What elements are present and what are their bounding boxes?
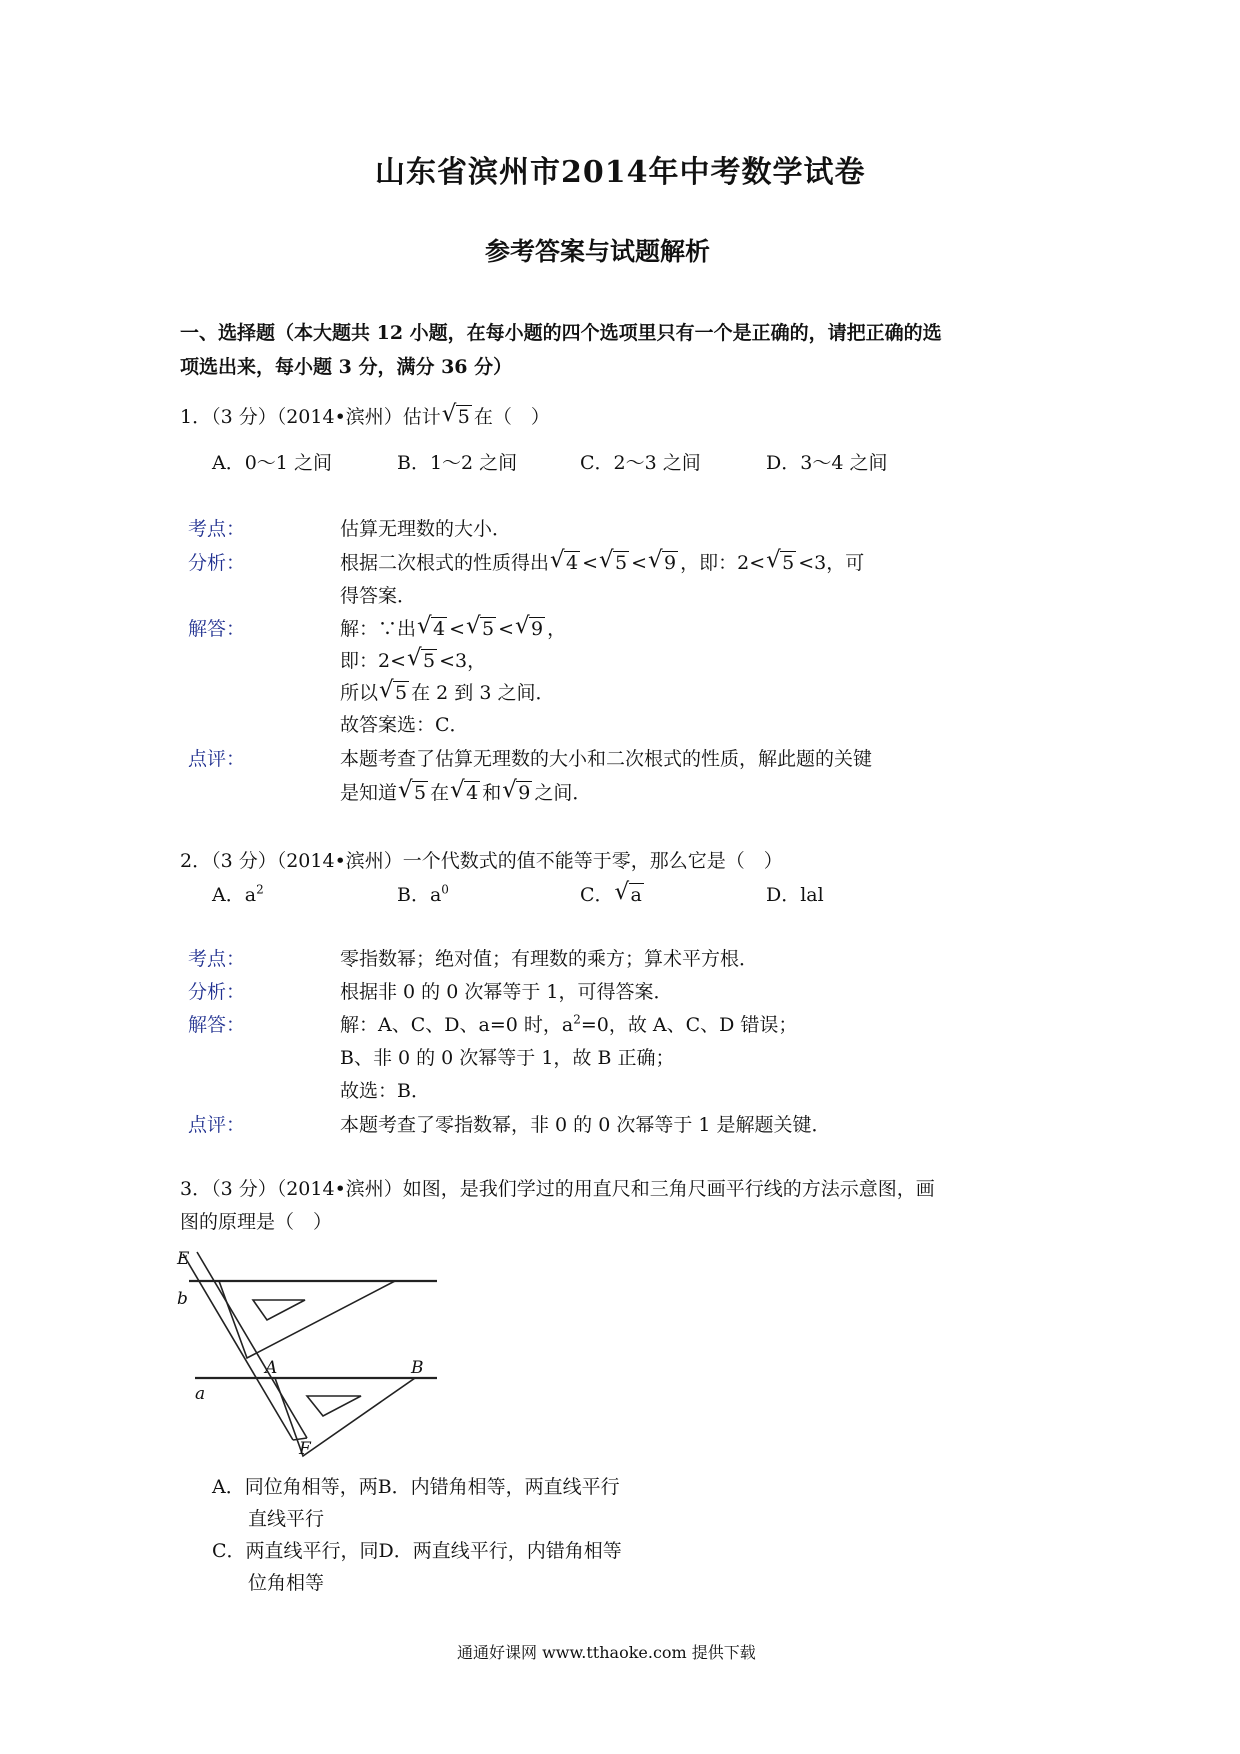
page-title: 山东省滨州市2014年中考数学试卷 [375,155,866,190]
sqrt-symbol [408,648,437,672]
sqrt-symbol [443,404,472,428]
q2-jieda-line2: B、非 0 的 0 次幂等于 1，故 B 正确； [340,1047,675,1069]
q1-option-b[interactable]: B．1～2 之间 [397,452,518,474]
q1-jieda-line3 [340,678,554,705]
less-than: < [798,552,815,574]
q1-kaodian-text: 估算无理数的大小． [340,518,512,540]
text: ， [467,650,487,672]
q1-fenxi-line1 [340,548,864,575]
q1-dianping-line2 [340,778,591,805]
radicand: 9 [518,782,531,804]
q1-dianping-label: 点评： [188,748,246,770]
sqrt-symbol [551,550,580,574]
superscript: 2 [573,1012,581,1027]
q1-option-a[interactable]: A．0～1 之间 [212,452,332,474]
q2-fenxi-label: 分析： [188,981,246,1003]
q1-jieda-line4: 故答案选：C． [340,714,469,736]
text: 解：∵出 [340,618,417,640]
radicand: 4 [566,552,579,574]
radicand: 5 [423,650,436,672]
less-than: < [582,552,599,574]
q3-options-cd-line2[interactable]: 位角相等 [248,1572,325,1594]
q1-dianping-line1: 本题考查了估算无理数的大小和二次根式的性质，解此题的关键 [340,748,873,770]
text: B．a [397,884,442,906]
sqrt-symbol [616,882,644,906]
sqrt-symbol [600,550,629,574]
text: A．a [212,884,257,906]
less-than: < [449,618,466,640]
lower-set-square-hole [307,1396,361,1416]
sqrt-symbol [516,616,545,640]
text: 即：2 [340,650,391,672]
less-than: < [439,650,456,672]
radicand: a [630,884,642,906]
q2-dianping-label: 点评： [188,1114,246,1136]
q2-option-d[interactable]: D．lal [766,884,824,906]
radicand: 9 [664,552,677,574]
sqrt-symbol [467,616,496,640]
label-E: E [177,1249,190,1269]
radicand: 5 [457,406,470,428]
sqrt-symbol [767,550,796,574]
radicand: 4 [433,618,446,640]
less-than: < [498,618,515,640]
q2-jieda-line1 [340,1010,797,1037]
label-F: F [299,1439,311,1458]
text: 解：A、C、D、a=0 时，a [340,1014,574,1036]
text: 是知道 [340,782,398,804]
q1-option-d[interactable]: D．3～4 之间 [766,452,888,474]
superscript: 0 [441,882,449,897]
number: 3 [814,552,827,574]
sqrt-symbol [399,780,428,804]
upper-set-square-hole [253,1300,305,1320]
text: C． [580,884,614,906]
text: 在 [430,782,450,804]
text: ，可 [826,552,865,574]
q1-stem-text-a: 1．（3 分）（2014•滨州）估计 [180,406,441,428]
q3-options-ab-line2[interactable]: 直线平行 [248,1508,325,1530]
superscript: 2 [256,882,264,897]
less-than: < [631,552,648,574]
sqrt-symbol [418,616,447,640]
q1-stem-text-b: 在（ ） [473,406,550,428]
q2-option-b[interactable] [397,880,449,907]
q3-stem-line2: 图的原理是（ ） [180,1211,333,1233]
lower-set-square [275,1378,415,1456]
q1-fenxi-line2: 得答案． [340,585,417,607]
text: 所以 [340,682,379,704]
q2-option-c[interactable] [580,880,646,907]
radicand: 5 [395,682,408,704]
q2-kaodian-label: 考点： [188,948,246,970]
text: 和 [482,782,502,804]
text: 在 2 到 3 之间． [411,682,555,704]
q2-dianping-text: 本题考查了零指数幂，非 0 的 0 次幂等于 1 是解题关键． [340,1114,831,1136]
sqrt-symbol [503,780,532,804]
radicand: 5 [782,552,795,574]
section-heading-line2: 项选出来，每小题 3 分，满分 36 分） [180,356,513,378]
text: =0，故 A、C、D 错误； [580,1014,798,1036]
radicand: 4 [466,782,479,804]
q3-options-ab-line1[interactable]: A．同位角相等，两B．内错角相等，两直线平行 [212,1476,620,1498]
section-heading-line1: 一、选择题（本大题共 12 小题，在每小题的四个选项里只有一个是正确的，请把正确的选 [180,322,942,344]
less-than: < [749,552,766,574]
number: 3 [455,650,468,672]
sqrt-symbol [451,780,480,804]
radicand: 9 [531,618,544,640]
q2-kaodian-text: 零指数幂；绝对值；有理数的乘方；算术平方根． [340,948,759,970]
q1-option-c[interactable]: C．2～3 之间 [580,452,701,474]
q1-fenxi-label: 分析： [188,552,246,574]
text: 根据二次根式的性质得出 [340,552,550,574]
q1-jieda-line1 [340,614,566,641]
label-b: b [177,1289,188,1309]
text: 之间． [534,782,592,804]
q3-stem-line1: 3．（3 分）（2014•滨州）如图，是我们学过的用直尺和三角尺画平行线的方法示意图，画 [180,1178,935,1200]
q1-stem [180,402,550,429]
page-footer: 通通好课网 www.tthaoke.com 提供下载 [457,1643,756,1662]
sqrt-symbol [380,680,409,704]
less-than: < [390,650,407,672]
label-B: B [411,1358,424,1378]
q1-jieda-label: 解答： [188,618,246,640]
q2-jieda-line3: 故选：B． [340,1080,430,1102]
q2-stem: 2．（3 分）（2014•滨州）一个代数式的值不能等于零，那么它是（ ） [180,850,783,872]
radicand: 5 [615,552,628,574]
label-A: A [265,1358,278,1378]
q1-jieda-line2 [340,646,486,673]
page-subtitle: 参考答案与试题解析 [485,237,711,266]
radicand: 5 [482,618,495,640]
text: ， [547,618,567,640]
sqrt-symbol [649,550,678,574]
text: ，即：2 [680,552,750,574]
label-a: a [195,1384,206,1404]
radicand: 5 [414,782,427,804]
parallel-lines-figure [175,1248,445,1458]
q2-jieda-label: 解答： [188,1014,246,1036]
q1-kaodian-label: 考点： [188,518,246,540]
q2-fenxi-text: 根据非 0 的 0 次幂等于 1，可得答案． [340,981,673,1003]
q3-options-cd-line1[interactable]: C．两直线平行，同D．两直线平行，内错角相等 [212,1540,622,1562]
q2-option-a[interactable] [212,880,264,907]
upper-set-square [219,1281,395,1358]
